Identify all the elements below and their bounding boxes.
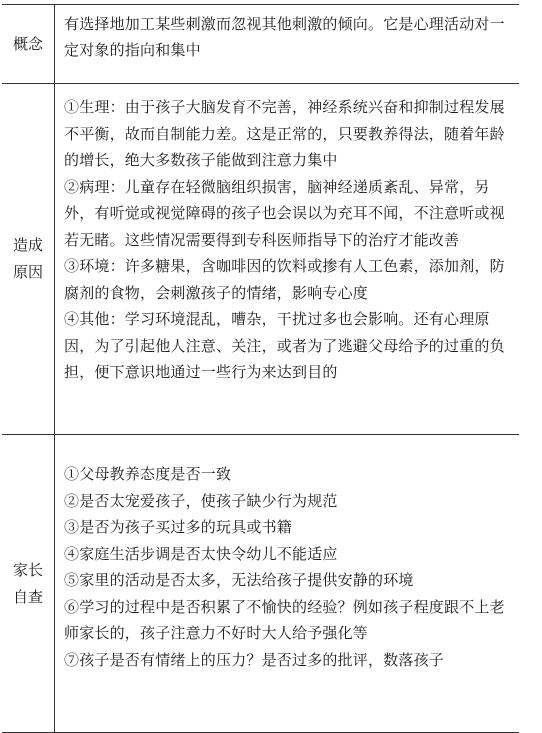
check-item: ②是否太宠爱孩子，使孩子缺少行为规范 bbox=[64, 491, 338, 510]
row-content-causes bbox=[55, 84, 520, 435]
cause-item-pathological: ②病理：儿童存在轻微脑组织损害，脑神经递质紊乱、异常，另外，有听觉或视觉障碍的孩子也会误以为充耳不闻，不注意听或视若无睹。这些情况需要得到专科医师指导下的治疗才能改善 bbox=[64, 177, 505, 249]
check-item: ⑤家里的活动是否太多，无法给孩子提供安静的环境 bbox=[64, 571, 414, 589]
check-item: ⑦孩子是否有情绪上的压力？是否过多的批评，数落孩子 bbox=[64, 650, 445, 669]
content-paragraph: 有选择地加工某些刺激而忽视其他刺激的倾向。它是心理活动对一定对象的指向和集中 bbox=[64, 15, 505, 59]
cause-item-physiological: ①生理：由于孩子大脑发育不完善，神经系统兴奋和抑制过程发展不平衡，故而自制能力差。这是正常的，只要教养得法，随着年龄的增长，绝大多数孩子能做到注意力集中 bbox=[64, 98, 505, 169]
row-content-concept bbox=[55, 5, 520, 84]
check-item: ③是否为孩子买过多的玩具或书籍 bbox=[64, 518, 293, 536]
attention-info-table bbox=[2, 4, 519, 733]
check-item: ⑥学习的过程中是否积累了不愉快的经验？例如孩子程度跟不上老师家长的，孩子注意力不好时大人给予强化等 bbox=[64, 597, 505, 642]
row-label-text: 概念 bbox=[12, 34, 43, 53]
row-label-text: 原因 bbox=[12, 263, 43, 281]
check-item: ④家庭生活步调是否太快令幼儿不能适应 bbox=[64, 544, 338, 563]
row-label-text: 家长 bbox=[12, 560, 43, 579]
row-label-concept bbox=[2, 5, 55, 84]
table-row bbox=[2, 84, 519, 435]
row-content-self-check bbox=[55, 435, 520, 733]
row-label-text: 自查 bbox=[12, 587, 43, 606]
row-label-text: 造成 bbox=[12, 236, 43, 254]
cause-item-other: ④其他：学习环境混乱，嘈杂，干扰过多也会影响。还有心理原因，为了引起他人注意、关注，或者为了逃避父母给予的过重的负担，便下意识地通过一些行为来达到目的 bbox=[64, 310, 505, 381]
table-row bbox=[2, 5, 519, 84]
table-row bbox=[2, 435, 519, 733]
row-label-self-check bbox=[2, 435, 55, 733]
cause-item-environment: ③环境：许多糖果，含咖啡因的饮料或掺有人工色素，添加剂，防腐剂的食物，会刺激孩子的情绪，影响专心度 bbox=[64, 257, 505, 302]
check-item: ①父母教养态度是否一致 bbox=[64, 465, 232, 483]
row-label-causes bbox=[2, 84, 55, 435]
